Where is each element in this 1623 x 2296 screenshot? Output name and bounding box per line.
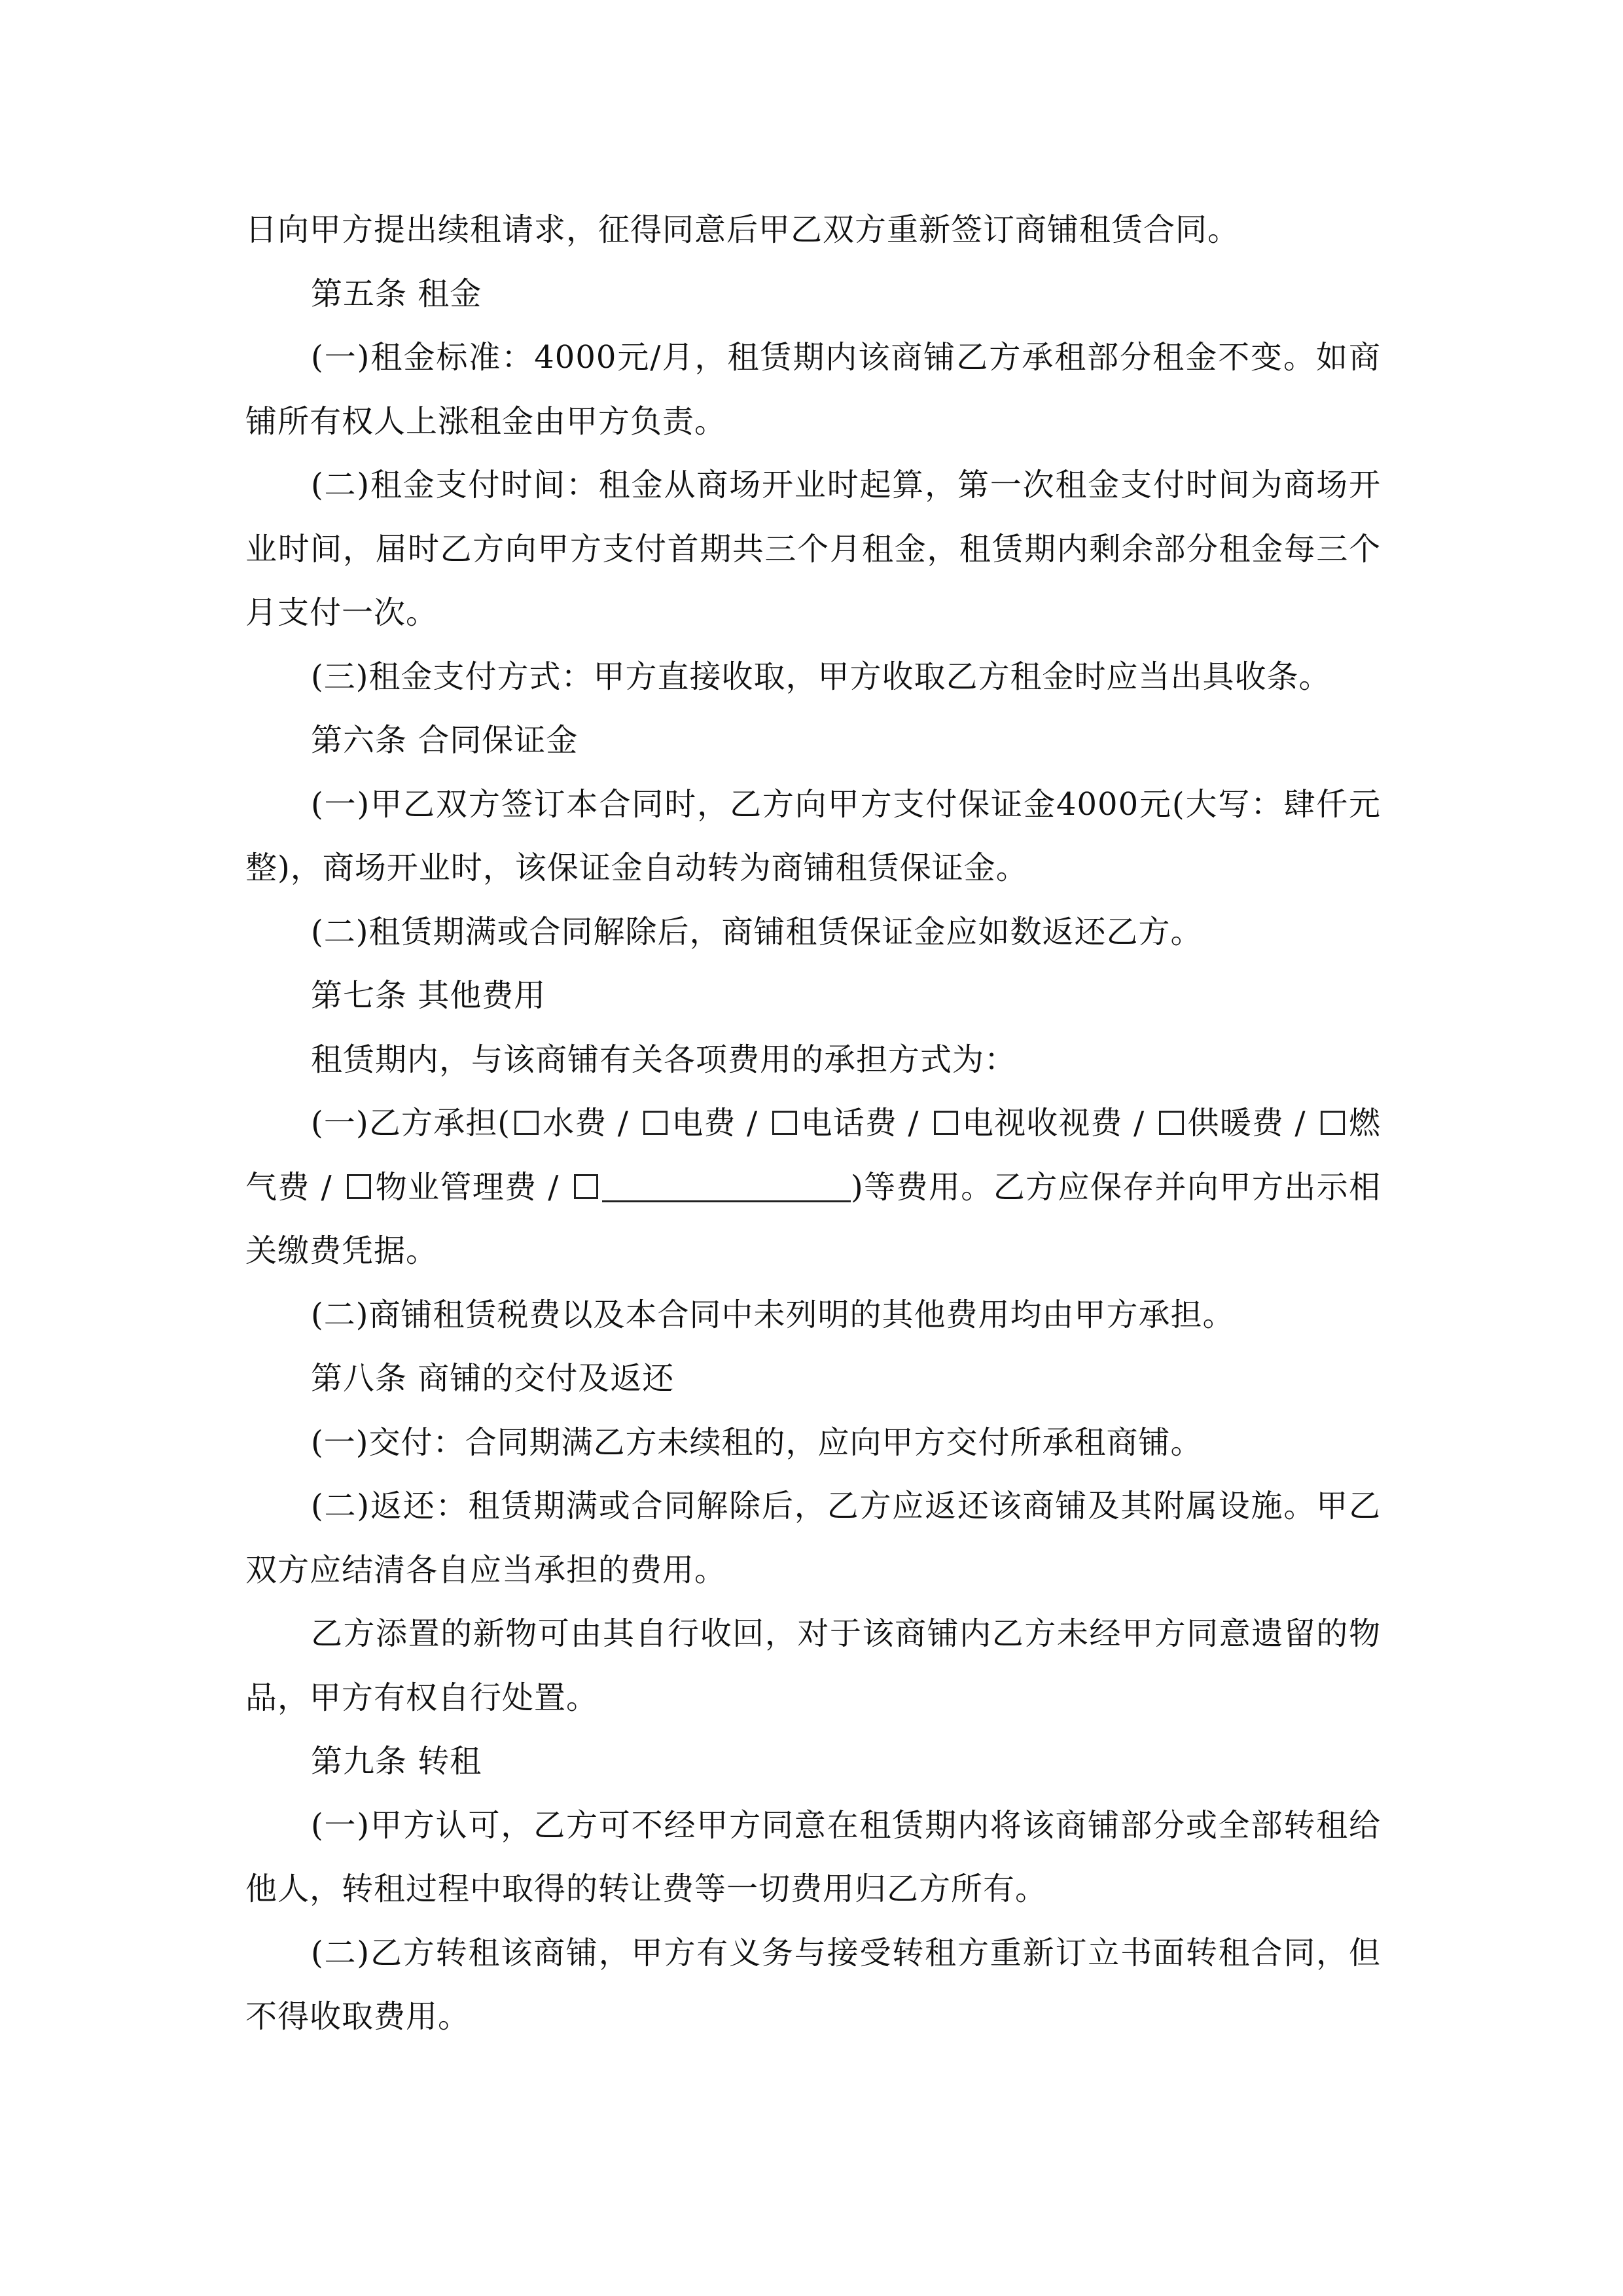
article-8-clause-2: (二)返还：租赁期满或合同解除后，乙方应返还该商铺及其附属设施。甲乙双方应结清各自应当承担的费用。 [245,1488,1381,1588]
article-5-heading: 第五条 租金 [311,275,482,312]
article-5-clause-3: (三)租金支付方式：甲方直接收取，甲方收取乙方租金时应当出具收条。 [311,658,1331,695]
article-8-heading: 第八条 商铺的交付及返还 [311,1360,675,1397]
article-7-heading: 第七条 其他费用 [311,977,546,1014]
paragraph-continuation: 日向甲方提出续租请求，征得同意后甲乙双方重新签订商铺租赁合同。 [245,211,1240,248]
fee-clause-suffix: )等费用。乙方应保存并向甲方出示相关缴费凭据。 [245,1168,1382,1269]
article-5-clause-2: (二)租金支付时间：租金从商场开业时起算，第一次租金支付时间为商场开业时间，届时乙方向甲方支付首期共三个月租金，租赁期内剩余部分租金每三个月支付一次。 [245,467,1381,631]
checkbox-icon [643,1111,668,1135]
article-9-clause-2: (二)乙方转租该商铺，甲方有义务与接受转租方重新订立书面转租合同，但不得收取费用。 [245,1934,1381,2035]
article-6-clause-2: (二)租赁期满或合同解除后，商铺租赁保证金应如数返还乙方。 [311,913,1203,950]
article-7-intro: 租赁期内，与该商铺有关各项费用的承担方式为： [311,1041,1017,1078]
article-6-clause-1: (一)甲乙双方签订本合同时，乙方向甲方支付保证金4000元(大写：肆仟元整)，商场开业时，该保证金自动转为商铺租赁保证金。 [245,785,1381,886]
fee-item-gas: 燃气费 [245,1105,1381,1206]
checkbox-icon [574,1174,598,1198]
fee-item-electricity: 电费 [671,1105,736,1141]
article-8-clause-3: 乙方添置的新物可由其自行收回，对于该商铺内乙方未经甲方同意遗留的物品，甲方有权自行处置。 [245,1615,1381,1716]
article-7-clause-1: (一)乙方承担( 水费 / 电费 / 电话费 / 电视收视费 / 供暖费 / 燃气费 / 物业管理费 / )等费用。乙方应保存并向甲方出示相关缴费凭据。 [245,1105,1382,1269]
checkbox-icon [1159,1111,1183,1135]
fee-item-water: 水费 [542,1105,607,1141]
article-6-heading: 第六条 合同保证金 [311,722,579,759]
article-9-heading: 第九条 转租 [311,1743,482,1780]
article-8-clause-1: (一)交付：合同期满乙方未续租的，应向甲方交付所承租商铺。 [311,1424,1203,1461]
checkbox-icon [514,1111,539,1135]
fee-item-phone: 电话费 [800,1105,897,1141]
contract-text [245,198,1381,2049]
fee-item-tv: 电视收视费 [961,1105,1123,1141]
article-7-clause-2: (二)商铺租赁税费以及本合同中未列明的其他费用均由甲方承担。 [311,1296,1235,1333]
article-9-clause-1: (一)甲方认可，乙方可不经甲方同意在租赁期内将该商铺部分或全部转租给他人，转租过程中取得的转让费等一切费用归乙方所有。 [245,1806,1381,1907]
checkbox-icon [1321,1111,1345,1135]
checkbox-icon [347,1174,371,1198]
fee-item-property: 物业管理费 [375,1168,537,1206]
checkbox-icon [934,1111,958,1135]
checkbox-icon [772,1111,796,1135]
fee-item-heating: 供暖费 [1187,1105,1284,1141]
blank-fill-line [602,1172,851,1202]
fee-clause-prefix: (一)乙方承担( [311,1105,511,1141]
article-5-clause-1: (一)租金标准：4000元/月，租赁期内该商铺乙方承租部分租金不变。如商铺所有权人上涨租金由甲方负责。 [245,339,1381,440]
